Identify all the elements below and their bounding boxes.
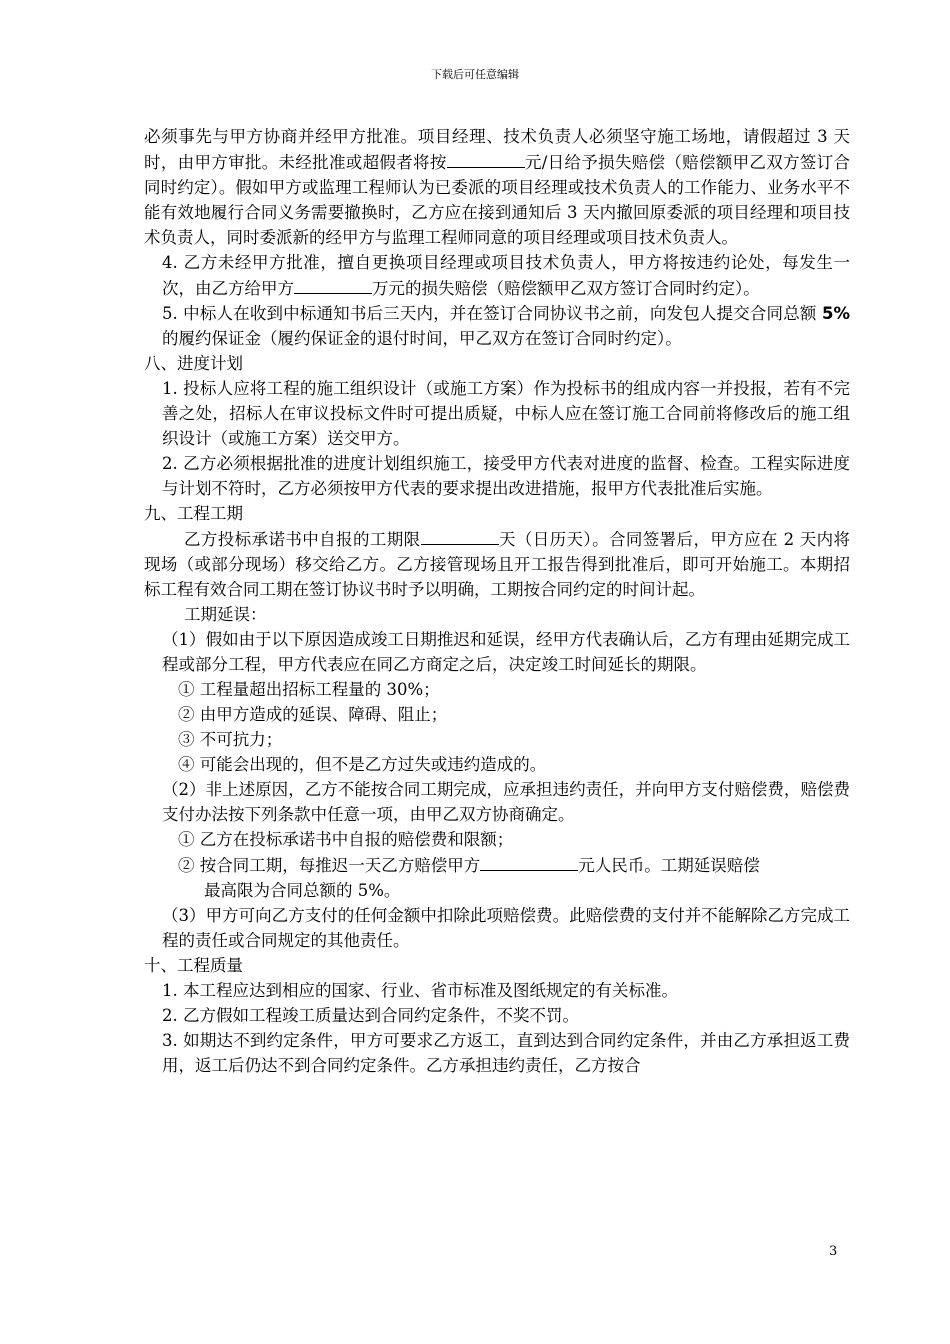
paragraph: （1）假如由于以下原因造成竣工日期推迟和延误，经甲方代表确认后，乙方有理由延期完成工程或部分工程，甲方代表应在同乙方商定之后，决定竣工时间延长的期限。: [162, 630, 850, 674]
section-heading: 八、进度计划: [144, 354, 243, 373]
paragraph: 2. 乙方假如工程竣工质量达到合同约定条件，不奖不罚。: [162, 1006, 579, 1025]
section-heading: 十、工程质量: [144, 956, 243, 975]
paragraph: 1. 本工程应达到相应的国家、行业、省市标准及图纸规定的有关标准。: [162, 981, 678, 1000]
paragraph: [144, 124, 850, 250]
text: 元人民币。工期延误赔偿: [578, 856, 760, 875]
list-item: ④ 可能会出现的，但不是乙方过失或违约造成的。: [178, 755, 547, 774]
text: 必须事先与甲方协商并经甲方批准。项目经理、技术负责人必须坚守施工场地，请假超过 3 天时，由甲方审批。未经批准或超假者将按: [144, 127, 850, 172]
blank-field: [447, 149, 525, 168]
blank-field: [421, 526, 499, 545]
paragraph: 2. 乙方必须根据批准的进度计划组织施工，接受甲方代表对进度的监督、检查。工程实际进度与计划不符时，乙方必须按甲方代表的要求提出改进措施，报甲方代表批准后实施。: [162, 454, 850, 498]
section-heading: 九、工程工期: [144, 504, 243, 523]
paragraph: [144, 301, 850, 351]
text: 4. 乙方未经甲方批准，擅自更换项目经理或项目技术负责人，甲方将按违约论处，每发生一次，由乙方给甲方: [162, 253, 850, 298]
page-header: 下载后可任意编辑: [431, 68, 519, 81]
paragraph: 3. 如期达不到约定条件，甲方可要求乙方返工，直到达到合同约定条件，并由乙方承担返工费用，返工后仍达不到合同约定条件。乙方承担违约责任，乙方按合: [162, 1031, 850, 1075]
text: 的履约保证金（履约保证金的退付时间，甲乙双方在签订合同时约定）。: [162, 329, 682, 348]
text: 5. 中标人在收到中标通知书后三天内，并在签订合同协议书之前，向发包人提交合同总额: [162, 304, 822, 323]
paragraph: （2）非上述原因，乙方不能按合同工期完成，应承担违约责任，并向甲方支付赔偿费，赔偿费支付办法按下列条款中任意一项，由甲乙双方协商确定。: [162, 780, 850, 824]
text: 元/日给予损失赔偿（赔偿额甲乙双方签订合同时约定）。假如甲方或监理工程师认为已委派的项目经理或技术负责人的工作能力、业务水平不能有效地履行合同义务需要撤换时，乙方应在接到通知后 3 天内撤回原委派的项目经理和项目技术负责人，同时委派新的经甲方与监理工程师同意的项目经理或项目技术负责人。: [144, 153, 850, 247]
paragraph: [144, 526, 850, 602]
blank-field: [294, 275, 372, 294]
list-item: ② 由甲方造成的延误、障碍、阻止；: [178, 705, 448, 724]
text: 乙方投标承诺书中自报的工期限: [184, 530, 421, 549]
list-item: ① 工程量超出招标工程量的 30%；: [178, 680, 440, 699]
text-bold: 5%: [821, 304, 850, 323]
list-item: ① 乙方在投标承诺书中自报的赔偿费和限额；: [178, 830, 514, 849]
paragraph: 工期延误：: [184, 605, 267, 624]
text: 天（日历天）。合同签署后，甲方应在 2 天内将现场（或部分现场）移交给乙方。乙方接管现场且开工报告得到批准后，即可开始施工。本期招标工程有效合同工期在签订协议书时予以明确，工期按合同约定的时间计起。: [144, 530, 850, 599]
paragraph: [144, 250, 850, 301]
text: 万元的损失赔偿（赔偿额甲乙双方签订合同时约定）。: [372, 279, 760, 298]
text: ② 按合同工期，每推迟一天乙方赔偿甲方: [178, 856, 481, 875]
list-item: ③ 不可抗力；: [178, 730, 283, 749]
list-item-continuation: 最高限为合同总额的 5%。: [204, 881, 401, 900]
document-body: [144, 124, 850, 1078]
page-number: 3: [829, 1244, 838, 1259]
paragraph: （3）甲方可向乙方支付的任何金额中扣除此项赔偿费。此赔偿费的支付并不能解除乙方完成工程的责任或合同规定的其他责任。: [162, 906, 850, 950]
paragraph: 1. 投标人应将工程的施工组织设计（或施工方案）作为投标书的组成内容一并投报，若有不完善之处，招标人在审议投标文件时可提出质疑，中标人应在签订施工合同前将修改后的施工组织设计（或施工方案）送交甲方。: [162, 379, 850, 448]
blank-field: [480, 852, 578, 871]
list-item: [144, 852, 850, 878]
